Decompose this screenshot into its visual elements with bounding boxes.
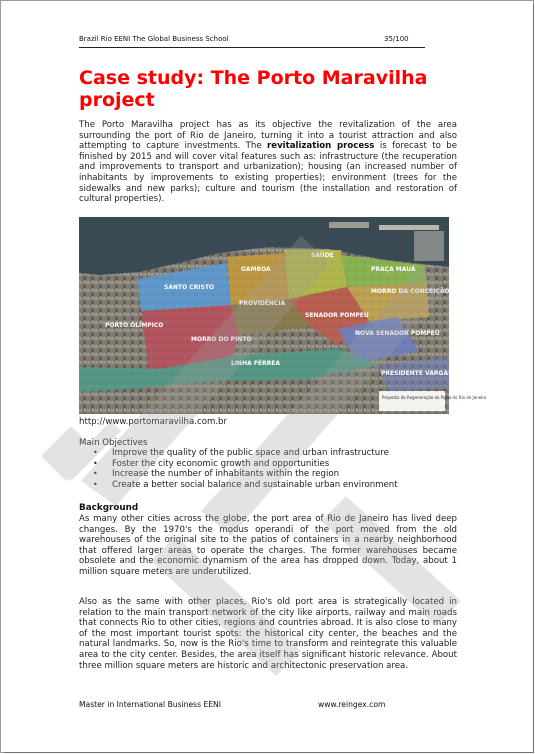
footer-website: www.reingex.com	[318, 700, 386, 709]
list-item	[79, 469, 459, 480]
bullet-icon: •	[93, 479, 98, 489]
map-label-providencia: PROVIDÊNCIA	[239, 300, 286, 307]
background-paragraph-1: As many other cities across the globe, the port area of Rio de Janeiro has lived deep changes. By the 1970's the modus operandi of the port moved from the old warehouses of the original site to the patios of containers in a nearby neighborhood that offered larger areas to operate the charges. The former warehouses became obsolete and the economic dynamism of the area has dropped down. Today, about 1 million square meters are underutilized.	[79, 514, 457, 577]
objectives-list	[79, 448, 459, 490]
bullet-icon: •	[93, 458, 98, 468]
page-shadow-bottom	[4, 752, 534, 753]
map-label-linha-ferrea: LINHA FÉRREA	[231, 360, 281, 367]
intro-text-end: is forecast to be finished by 2015 and will cover vital features such as: infrastructure (the recuperation and improvements to transport and urbanization); housing (an increased number of inhabitants by improvements to existing properties); environment (trees for the sidewalks and new parks); culture and tourism (the installation and restoration of cultural properties).	[79, 141, 457, 205]
list-item-text: Create a better social balance and sustainable urban environment	[112, 479, 398, 490]
footer-program: Master in International Business EENI	[79, 700, 221, 709]
map-legend	[379, 391, 487, 411]
map-label-porto-olimpico: PORTO OLÍMPICO	[105, 322, 164, 329]
page-title: Case study: The Porto Maravilha project	[79, 67, 428, 111]
map-caption-link: http://www.portomaravilha.com.br	[79, 417, 228, 427]
map-label-santo-cristo: SANTO CRISTO	[164, 284, 215, 291]
bullet-icon: •	[93, 469, 98, 479]
bullet-icon: •	[93, 448, 98, 457]
list-item	[79, 448, 459, 459]
porto-maravilha-map	[79, 217, 487, 414]
list-item	[79, 459, 459, 470]
map-label-praca-maua: PRAÇA MAUÁ	[371, 266, 416, 273]
intro-paragraph	[79, 120, 457, 205]
map-image	[79, 217, 487, 414]
header-page-number: 35/100	[384, 35, 409, 43]
header-rule	[79, 47, 425, 48]
map-label-morro-pinto: MORRO DO PINTO	[191, 336, 252, 343]
map-label-vargas: PRESIDENTE VARGAS	[381, 370, 453, 377]
map-label-nova: NOVA SENADOR POMPEU	[355, 330, 440, 337]
intro-bold-term: revitalization process	[267, 141, 375, 152]
map-label-conceicao: MORRO DA CONCEIÇÃO	[371, 288, 450, 295]
background-paragraph-2: Also as the same with other places, Rio's old port area is strategically located in relation to the main transport network of the city like airports, railway and main roads that connects Rio to other cities, regions and countries abroad. It is also close to many of the most important tourist spots: the historical city center, the beaches and the natural landmarks. So, now is the Rio's time to transform and reintegrate this valuable area to the city center. Besides, the area itself has significant historic relevance. About three million square meters are historic and architectonic preservation area.	[79, 597, 457, 671]
list-item-text: Improve the quality of the public space and urban infrastructure	[112, 448, 389, 458]
objectives-title: Main Objectives	[79, 438, 148, 448]
page-shadow-right	[533, 4, 534, 753]
intro-text-start: The Porto Maravilha project has as its objective the revitalization of the area surrounding the port of Rio de Janeiro, turning it into a tourist attraction and also attempting to capture investments. The	[79, 120, 457, 152]
list-item	[79, 480, 459, 491]
header-school: Brazil Rio EENI The Global Business School	[79, 35, 229, 43]
map-label-gamboa: GAMBOA	[241, 266, 271, 273]
list-item-text: Increase the number of inhabitants within the region	[112, 469, 340, 480]
map-label-senador: SENADOR POMPEU	[305, 312, 369, 319]
background-heading: Background	[79, 503, 139, 513]
district-gamboa	[227, 253, 289, 305]
map-legend-text: Proposta de Regeneração do Porto do Rio de Janeiro	[382, 395, 487, 400]
map-label-saude: SAÚDE	[311, 252, 334, 259]
list-item-text: Foster the city economic growth and opportunities	[112, 458, 330, 469]
